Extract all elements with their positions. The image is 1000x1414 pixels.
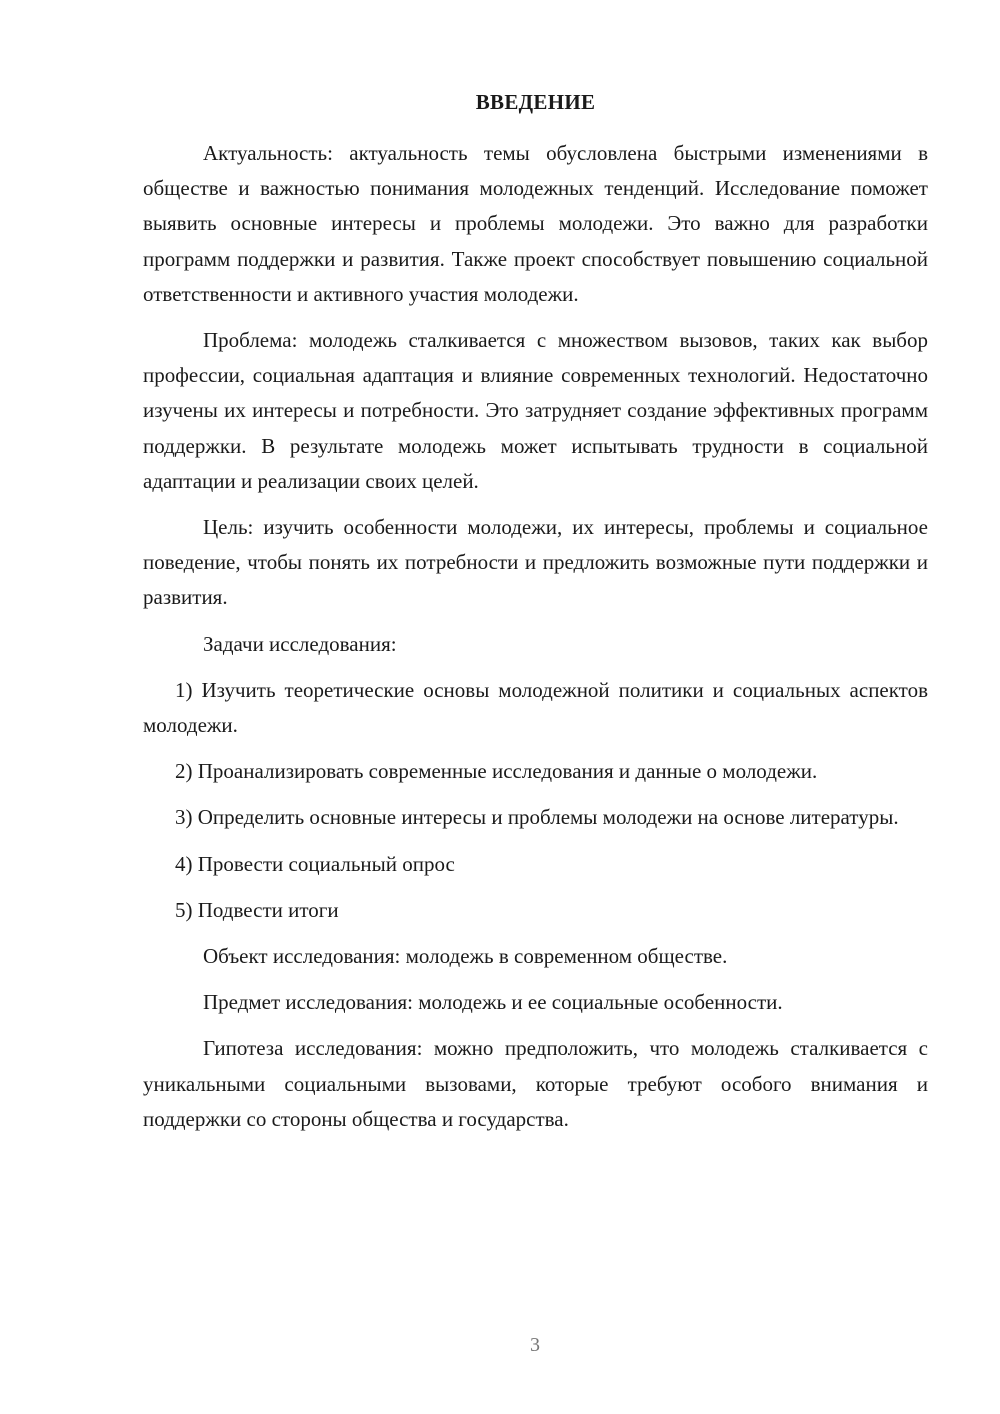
task-item-1: 1) Изучить теоретические основы молодежной политики и социальных аспектов молодежи. bbox=[143, 677, 928, 738]
relevance-paragraph: Актуальность: актуальность темы обусловлена быстрыми изменениями в обществе и важностью понимания молодежных тенденций. Исследование поможет выявить основные интересы и проблемы молодежи. Это важно для разработки программ поддержки и развития. Также проект способствует повышению социальной ответственности и активного участия молодежи. bbox=[143, 141, 928, 306]
page-number: 3 bbox=[530, 1334, 540, 1356]
task-item-5: 5) Подвести итоги bbox=[175, 897, 339, 922]
task-item-4: 4) Провести социальный опрос bbox=[175, 851, 455, 876]
object-paragraph: Объект исследования: молодежь в современном обществе. bbox=[203, 944, 728, 969]
document-page bbox=[143, 90, 928, 1148]
tasks-heading: Задачи исследования: bbox=[203, 631, 397, 656]
subject-paragraph: Предмет исследования: молодежь и ее социальные особенности. bbox=[203, 990, 783, 1015]
task-item-3: 3) Определить основные интересы и проблемы молодежи на основе литературы. bbox=[175, 805, 899, 830]
task-item-2: 2) Проанализировать современные исследования и данные о молодежи. bbox=[175, 759, 818, 784]
problem-paragraph: Проблема: молодежь сталкивается с множеством вызовов, таких как выбор профессии, социальная адаптация и влияние современных технологий. Недостаточно изучены их интересы и потребности. Это затрудняет создание эффективных программ поддержки. В результате молодежь может испытывать трудности в социальной адаптации и реализации своих целей. bbox=[143, 328, 928, 493]
goal-paragraph: Цель: изучить особенности молодежи, их интересы, проблемы и социальное поведение, чтобы понять их потребности и предложить возможные пути поддержки и развития. bbox=[143, 515, 928, 610]
page-title: ВВЕДЕНИЕ bbox=[475, 90, 596, 114]
hypothesis-paragraph: Гипотеза исследования: можно предположить, что молодежь сталкивается с уникальными социальными вызовами, которые требуют особого внимания и поддержки со стороны общества и государства. bbox=[143, 1036, 928, 1131]
